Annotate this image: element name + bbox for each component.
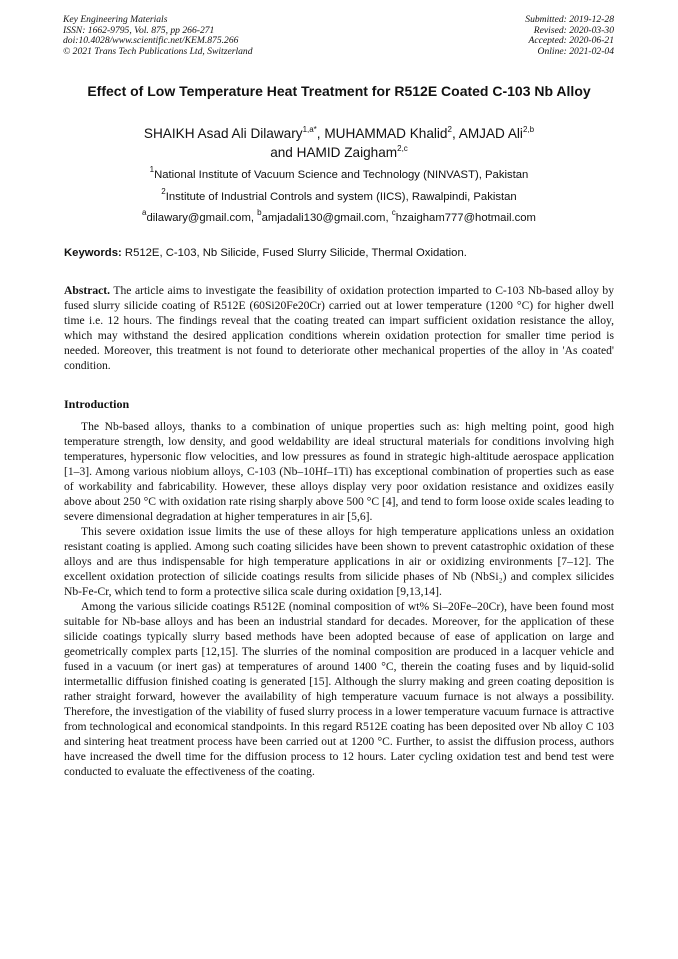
email-sup: a [142, 208, 147, 217]
author-name: AMJAD Ali [458, 126, 523, 141]
author-sup: 2 [447, 125, 452, 134]
email-link[interactable]: hzaigham777@hotmail.com [395, 212, 536, 224]
author-separator: and [270, 145, 297, 160]
paragraph: Among the various silicide coatings R512E (nominal composition of wt% Si–20Fe–20Cr), have been found most suitable for Nb-base alloys and has been an industrial standard for decades. Moreover, for the application of these silicide coatings typically slurry based methods have been adopted because of ease of application on large and geometrically complex parts [12,15]. The slurries of the nominal composition are produced in a lacquer vehicle and fused in a vacuum (or inert gas) at temperatures of around 1400 °C, therein the coating fuses and by liquid-solid intermetallic diffusion finished coating is generated [15]. Although the slurry making and green coating deposition is rather straight forward, however the availability of high temperature vacuum furnace is not always a possibility. Therefore, the investigation of the viability of fused slurry process in a lower temperature vacuum furnace is attractive from technological and economical standpoints. In this regard R512E coating has been deposited over Nb alloy C 103 and sintering heat treatment process have been carried out at 1200 °C. Further, to assist the diffusion process, authors have increased the dwell time for the diffusion process to 12 hours. Later cycling oxidation test and bend test were conducted to evaluate the effectiveness of the coating. [64, 600, 614, 778]
author-list [60, 124, 618, 162]
abstract-text: The article aims to investigate the feasibility of oxidation protection imparted to C-103 Nb-based alloy by fused slurry silicide coating of R512E (60Si20Fe20Cr) carried out at lower temperature (1200 °C) for higher dwell time i.e. 12 hours. The findings reveal that the coating treated can impart sufficient oxidation resistance the alloy, which may withstand the desired application conditions wherein oxidation protection for smaller time period is needed. Moreover, this treatment is not found to deteriorate other mechanical properties of the alloy in 'As coated' condition. [64, 284, 614, 372]
revised-date: Revised: 2020-03-30 [533, 24, 614, 36]
publication-dates [525, 15, 614, 57]
author-sup: 2,b [522, 125, 535, 134]
paragraph: This severe oxidation issue limits the use of these alloys for high temperature applications unless an oxidation resistant coating is applied. Among such coating silicides have been shown to prevent catastrophic oxidation of these alloys and are thus indispensable for high temperature applications in air or oxidizing environments [7–12]. The excellent oxidation protection of silicide coatings results from silicide phases of Nb (NbSi₂) and complex silicides Nb-Fe-Cr, which tend to form a protective silica scale during oxidation [9,13,14]. [64, 525, 614, 598]
author-separator: , [316, 126, 325, 141]
author-name: SHAIKH Asad Ali Dilawary [143, 126, 303, 141]
keywords-label: Keywords: [64, 247, 122, 259]
email-sup: c [391, 208, 396, 217]
affiliation-sup: 2 [161, 187, 166, 196]
author-separator: , [451, 126, 459, 141]
copyright-line: © 2021 Trans Tech Publications Ltd, Switzerland [63, 45, 253, 57]
keywords [64, 246, 614, 260]
journal-name: Key Engineering Materials [63, 14, 168, 25]
email-link[interactable]: dilawary@gmail.com, [146, 212, 258, 224]
paper-title: Effect of Low Temperature Heat Treatment for R512E Coated C-103 Nb Alloy [87, 83, 591, 99]
abstract [64, 283, 614, 373]
online-date: Online: 2021-02-04 [537, 45, 614, 57]
section-heading-introduction: Introduction [64, 397, 130, 411]
email-sup: b [257, 208, 262, 217]
email-link[interactable]: amjadali130@gmail.com, [261, 212, 392, 224]
issn-line: ISSN: 1662-9795, Vol. 875, pp 266-271 [63, 24, 215, 36]
author-name: HAMID Zaigham [296, 145, 398, 160]
affiliation-1 [60, 165, 618, 182]
affiliation-text: National Institute of Vacuum Science and Technology (NINVAST), Pakistan [154, 169, 529, 181]
journal-info [63, 15, 253, 57]
abstract-label: Abstract. [64, 284, 111, 297]
paragraph: The Nb-based alloys, thanks to a combination of unique properties such as: high melting point, good high temperature strength, low density, and good weldability are ideal structural materials for conditions involving high temperatures, hypersonic flow velocities, and low pressures as found in strategic high-altitude aerospace application [1–3]. Among various niobium alloys, C-103 (Nb–10Hf–1Ti) has exceptional combination of properties such as ease of workability and fabricability. However, these alloys display very poor oxidation resistance and oxidizes easily above about 250 °C with oxidation rate rising sharply above 500 °C [4], and tend to form loose oxide scales leading to severe dimensional degradation at higher temperatures in air [5,6]. [64, 420, 614, 523]
email-list [60, 208, 618, 225]
keywords-text: R512E, C-103, Nb Silicide, Fused Slurry Silicide, Thermal Oxidation. [124, 247, 467, 259]
affiliation-2 [60, 187, 618, 204]
author-name: MUHAMMAD Khalid [324, 126, 448, 141]
author-sup: 2,c [397, 144, 408, 153]
doi-line: doi:10.4028/www.scientific.net/KEM.875.266 [63, 35, 239, 47]
submitted-date: Submitted: 2019-12-28 [525, 14, 614, 25]
introduction-body [64, 419, 614, 779]
accepted-date: Accepted: 2020-06-21 [528, 35, 614, 47]
affiliation-sup: 1 [149, 165, 155, 174]
affiliation-text: Institute of Industrial Controls and system (IICS), Rawalpindi, Pakistan [165, 191, 517, 203]
author-sup: 1,a* [302, 125, 317, 134]
